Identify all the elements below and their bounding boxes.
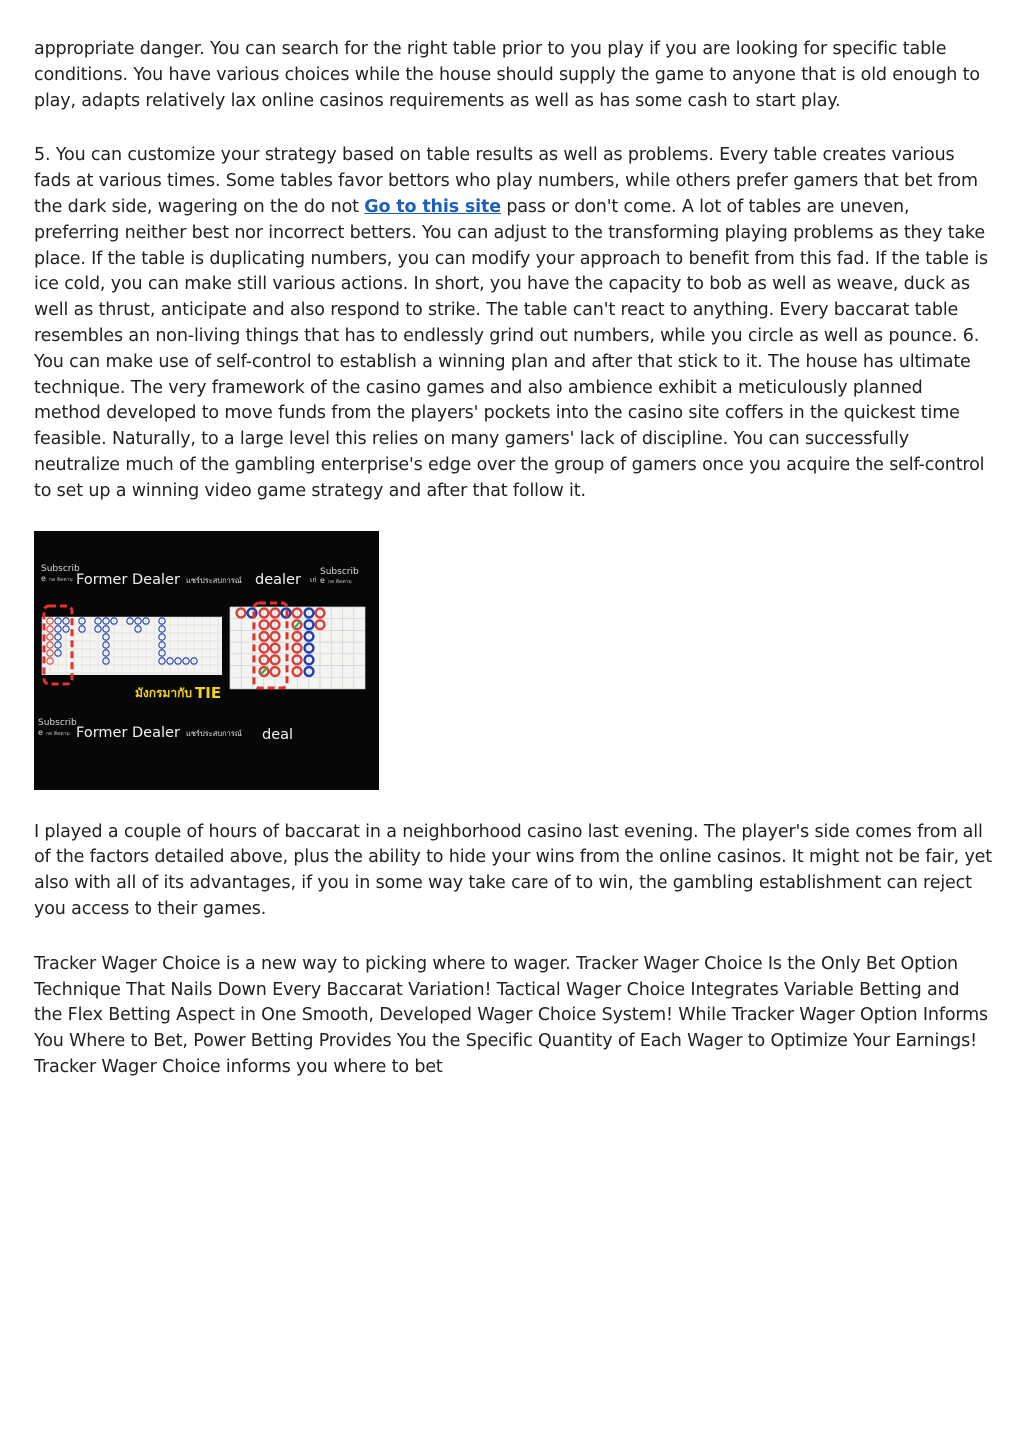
thai-subscribe-hint-top-left: กด ติดตาม (49, 576, 73, 583)
thai-share-experience-top: แชร์ประสบการณ์ (186, 575, 242, 585)
paragraph-strategy-end: pass or don't come. A lot of tables are uneven, preferring neither best nor incorrect betters. You can adjust to the transforming playing problems as they take place. If the table is duplicating numbers, you can modify your approach to benefit from this fad. If the table is ice cold, you can make still various actions. In short, you have the capacity to bob as well as weave, duck as well as thrust, anticipate and also respond to strike. The table can't react to anything. Every baccarat table resembles an non-living things that has to endlessly grind out numbers, while you circle as well as pounce. 6. You can make use of self-control to establish a winning plan and after that stick to it. The house has ultimate technique. The very framework of the casino games and also ambience exhibit a meticulously planned method developed to move funds from the players' pockets into the casino site coffers in the quickest time feasible. Naturally, to a large level this relies on many gamers' lack of discipline. You can successfully neutralize much of the gambling enterprise's edge over the group of gamers once you acquire the self-control to set up a winning video game strategy and after that follow it. (34, 196, 988, 501)
paragraph-intro: appropriate danger. You can search for the right table prior to you play if you are looking for specific table conditions. You have various choices while the house should supply the game to anyone that is old enough to play, adapts relatively lax online casinos requirements as well as has some cash to start play. (34, 39, 980, 111)
subscribe-label-bottom-suffix: e (38, 727, 43, 737)
baccarat-video-thumbnail (34, 531, 379, 790)
subscribe-label-top-left: Subscrib (41, 563, 80, 574)
dealer-title-bottom: deal (262, 726, 294, 743)
former-dealer-title-top: Former Dealer (76, 571, 180, 588)
paragraph-strategy (34, 143, 992, 504)
subscribe-label-top-right: Subscrib (320, 566, 359, 577)
thai-share-experience-bottom: แชร์ประสบการณ์ (186, 728, 242, 738)
paragraph-experience: I played a couple of hours of baccarat in a neighborhood casino last evening. The player's side comes from all of the factors detailed above, plus the ability to hide your wins from the online casinos. It might not be fair, yet also with all of its advantages, if you in some way take care of to win, the gambling establishment can reject you access to their games. (34, 821, 992, 919)
baccarat-roadmap-image (34, 531, 379, 790)
tie-caption: TIE (195, 683, 222, 702)
thai-subscribe-hint-bottom: กด ติดตาม (46, 730, 70, 737)
go-to-site-link[interactable]: Go to this site (364, 196, 501, 217)
thai-dragon-caption: มังกรมากับ (135, 685, 193, 700)
paragraph-strategy-start: 5. You can customize your strategy based on table results as well as problems. Every table creates various fads at various times. Some tables favor bettors who play numbers, while others prefer gamers that bet from the dark side, wagering on the do not (34, 145, 978, 217)
subscribe-label-top-right-suffix: e (320, 575, 325, 585)
former-dealer-title-bottom: Former Dealer (76, 724, 180, 741)
subscribe-label-bottom: Subscrib (38, 717, 77, 728)
thai-subscribe-hint-top-right: กด ติดตาม (328, 578, 352, 585)
subscribe-label-top-left-suffix: e (41, 573, 46, 583)
big-road-board-left (42, 617, 222, 675)
dealer-title-top: dealer (255, 571, 301, 588)
paragraph-tracker-wager: Tracker Wager Choice is a new way to picking where to wager. Tracker Wager Choice Is the Only Bet Option Technique That Nails Down Every Baccarat Variation! Tactical Wager Choice Integrates Variable Betting and the Flex Betting Aspect in One Smooth, Developed Wager Choice System! While Tracker Wager Option Informs You Where to Bet, Power Betting Provides You the Specific Quantity of Each Wager to Optimize Your Earnings! Tracker Wager Choice informs you where to bet (34, 953, 988, 1077)
thai-old-top: เก่ (310, 575, 317, 584)
article (34, 37, 992, 1081)
